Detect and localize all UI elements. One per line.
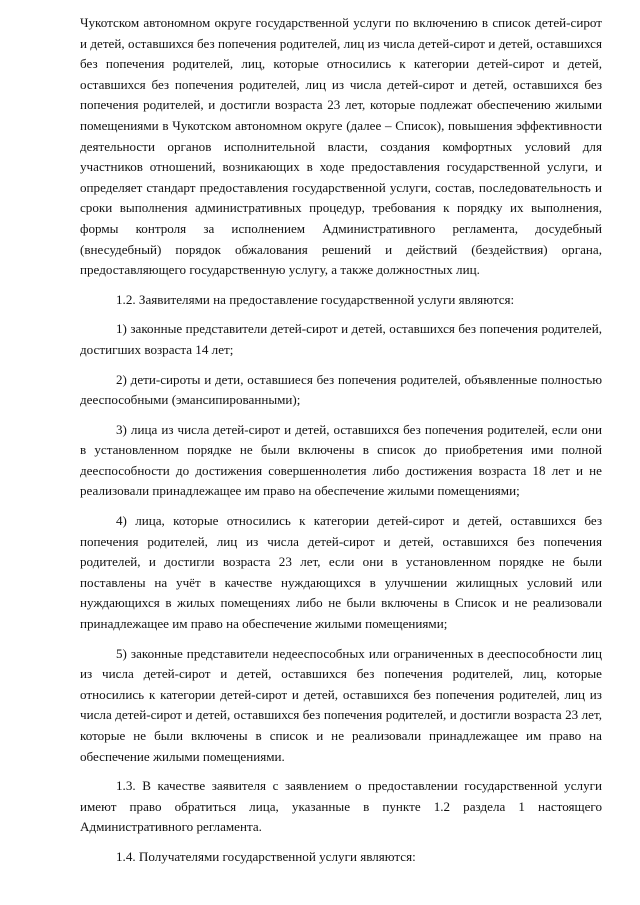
paragraph-item-2: 2) дети-сироты и дети, оставшиеся без попечения родителей, объявленные полностью дееспособными (эмансипированными);	[80, 371, 602, 408]
paragraph-1-4: 1.4. Получателями государственной услуги являются:	[116, 848, 416, 864]
paragraph-item-5: 5) законные представители недееспособных или ограниченных в дееспособности лиц из числа детей-сирот и детей, оставшихся без попечения родителей, лиц, которые относились к категории детей-сирот и детей, оставшихся без попечения родителей, лиц из числа детей-сирот и детей, оставшихся без попечения родителей, и достигли возраста 23 лет, которые не были включены в список и не реализовали принадлежащее им право на обеспечение жилыми помещениями.	[80, 645, 602, 764]
paragraph-item-1: 1) законные представители детей-сирот и детей, оставшихся без попечения родителей, достигших возраста 14 лет;	[80, 321, 602, 357]
document-body	[80, 13, 602, 877]
paragraph-item-4: 4) лица, которые относились к категории детей-сирот и детей, оставшихся без попечения родителей, лиц из числа детей-сирот и детей, оставшихся без попечения родителей, и достигли возраста 23 лет, если они в установленном порядке не были поставлены на учёт в качестве нуждающихся в улучшении жилищных условий или нуждающихся в жилых помещениях либо не были включены в Список и не реализовали принадлежащее им право на обеспечение жилыми помещениями;	[80, 513, 602, 632]
paragraph-item-3: 3) лица из числа детей-сирот и детей, оставшихся без попечения родителей, если они в установленном порядке не были включены в список до приобретения ими полной дееспособности до достижения совершеннолетия либо достижения возраста 18 лет и не реализовали принадлежащее им право на обеспечение жилыми помещениями;	[80, 421, 602, 499]
paragraph-1-3: 1.3. В качестве заявителя с заявлением о предоставлении государственной услуги имеют право обратиться лица, указанные в пункте 1.2 раздела 1 настоящего Административного регламента.	[80, 778, 602, 835]
paragraph-1-2: 1.2. Заявителями на предоставление государственной услуги являются:	[116, 291, 515, 307]
paragraph-continuation: Чукотском автономном округе государственной услуги по включению в список детей-сирот и детей, оставшихся без попечения родителей, лиц из числа детей-сирот и детей, оставшихся без попечения родителей, лиц, которые относились к категории детей-сирот и детей, оставшихся без попечения родителей, лиц из числа детей-сирот и детей, оставшихся без попечения родителей, и достигли возраста 23 лет, которые подлежат обеспечению жилыми помещениями в Чукотском автономном округе (далее – Список), повышения эффективности деятельности органов исполнительной власти, создания комфортных условий для участников отношений, возникающих в ходе предоставления государственной услуги, и определяет стандарт предоставления государственной услуги, состав, последовательность и сроки выполнения административных процедур, требования к порядку их выполнения, формы контроля за исполнением Административного регламента, досудебный (внесудебный) порядок обжалования решений и действий (бездействия) органа, предоставляющего государственную услугу, а также должностных лиц.	[80, 15, 602, 278]
